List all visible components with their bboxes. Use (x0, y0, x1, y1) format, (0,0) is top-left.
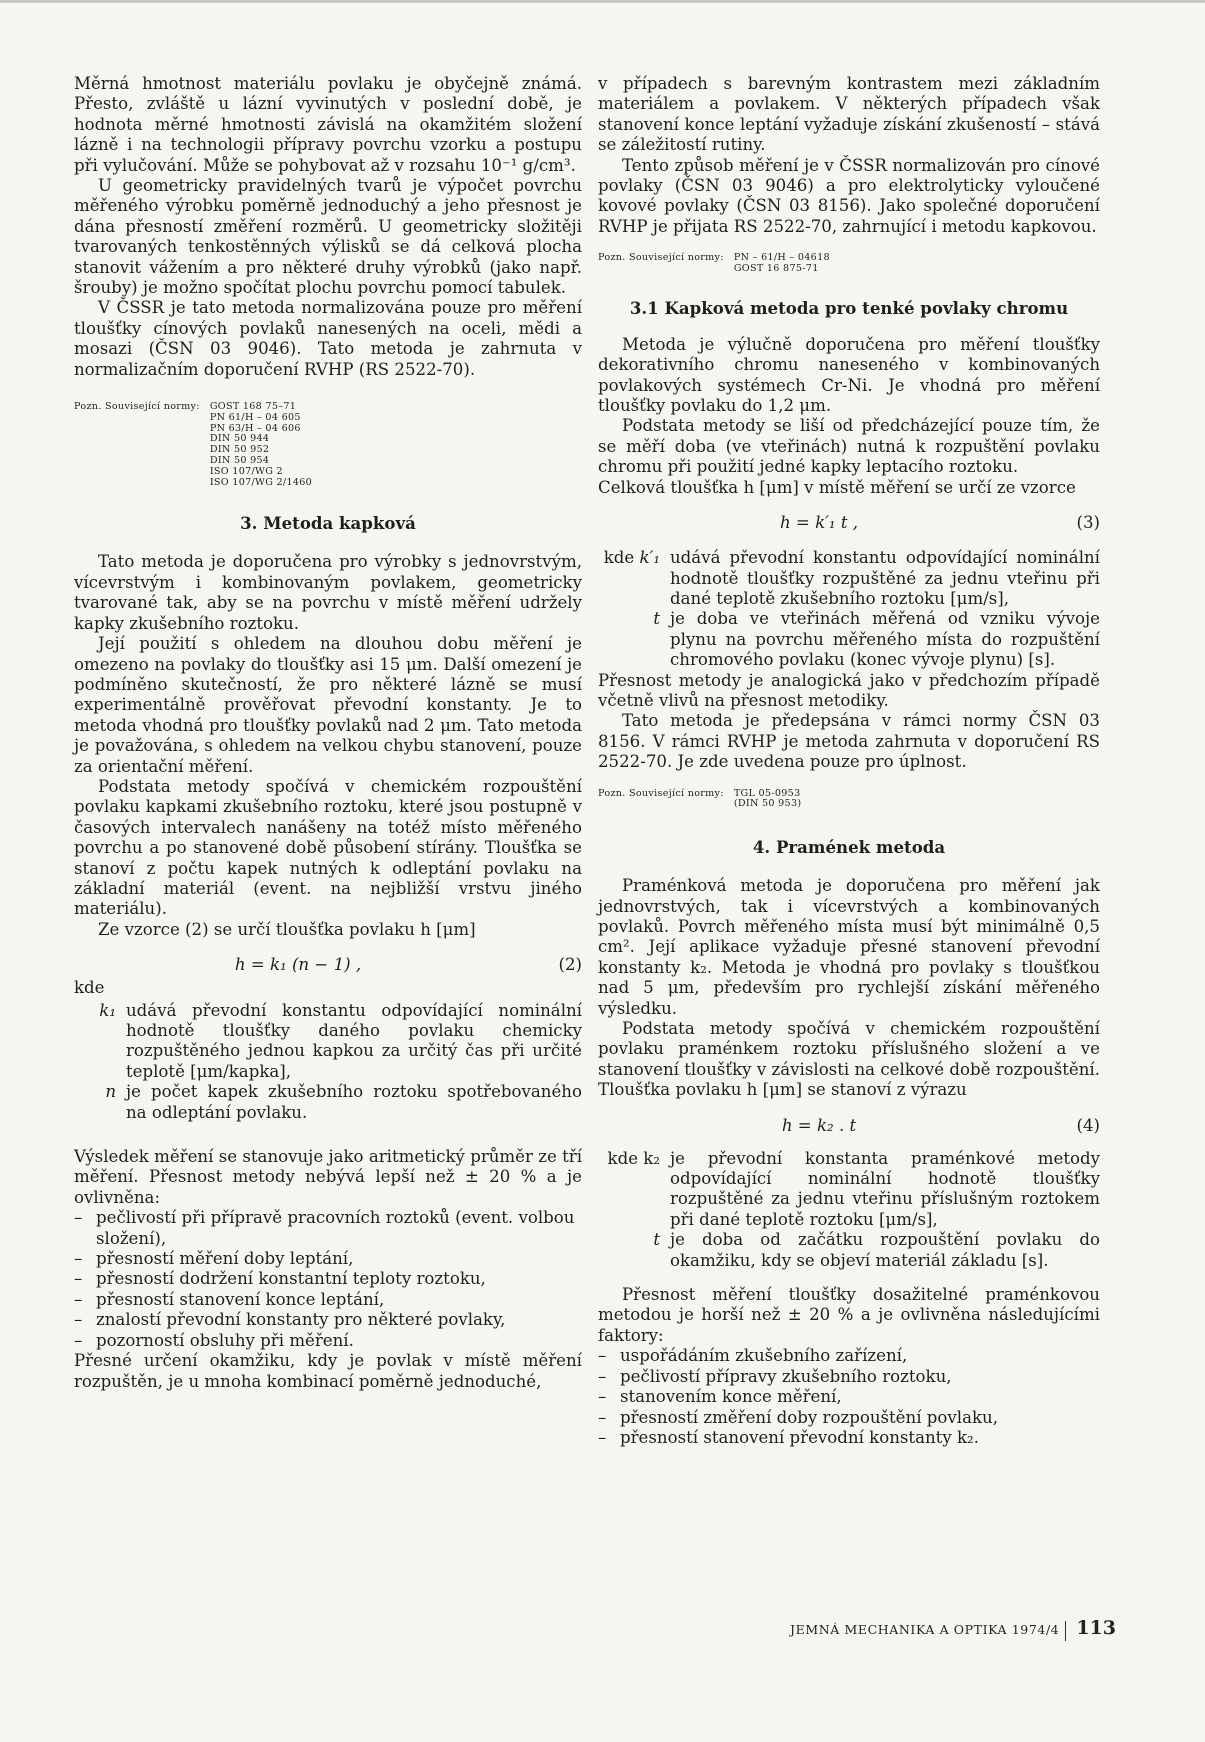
list-item: – pečlivostí při přípravě pracovních roztoků (event. volbou složení), (74, 1208, 575, 1248)
list-item: – pečlivostí přípravy zkušebního roztoku, (598, 1366, 952, 1386)
journal-name: JEMNÁ MECHANIKA A OPTIKA 1974/4 (789, 1622, 1060, 1637)
equation-formula: h = k′₁ t , (779, 513, 859, 533)
equation-formula: h = k₂ . t (781, 1115, 857, 1135)
paragraph: Metoda je výlučně doporučena pro měření tloušťky dekorativního chromu naneseného v kombinovaných povlakových systémech Cr-Ni. Je vhodná pro měření tloušťky povlaku do 1,2 μm. (598, 334, 1100, 416)
list-item: – znalostí převodní konstanty pro některé povlaky, (74, 1310, 506, 1330)
section-heading: 3. Metoda kapková (240, 513, 416, 534)
variable-definitions (598, 1149, 1100, 1271)
page-top-edge (0, 0, 1205, 3)
note-label: Pozn. Související normy: (74, 401, 200, 413)
paragraph: Tato metoda je doporučena pro výrobky s jednovrstvým, vícevrstvým i kombinovaným povlakem, geometricky tvarované tak, aby se na povrchu v místě měření udržely kapky zkušebního roztoku. (74, 552, 582, 633)
paragraph: Přesnost metody je analogická jako v předchozím případě včetně vlivů na přesnost metodiky. (598, 670, 1100, 710)
standard-item: PN – 61/H – 04618 (733, 252, 830, 264)
paragraph: Podstata metody se liší od předcházející pouze tím, že se měří doba (ve vteřinách) nutná k rozpuštění povlaku chromu při použití jedné kapky leptacího roztoku. (598, 416, 1100, 477)
paragraph: Přesné určení okamžiku, kdy je povlak v místě měření rozpuštěn, je u mnoha kombinací poměrně jednoduché, (74, 1351, 582, 1391)
definition-symbol: t (653, 609, 660, 629)
definition-k1-prime (598, 548, 1100, 609)
definition-t (598, 1230, 1100, 1271)
standard-item: GOST 16 875-71 (733, 263, 819, 275)
definition-symbol: k₁ (99, 1000, 116, 1020)
paragraph: Její použití s ohledem na dlouhou dobu měření je omezeno na povlaky do tloušťky asi 15 μm. Další omezení je podmíněno skutečností, že pro některé lázně se musí experimentálně prověřovat převodní konstanty. Je to metoda vhodná pro tloušťky povlaků nad 2 μm. Tato metoda je považována, s ohledem na velkou chybu stanovení, pouze za orientační měření. (74, 634, 582, 776)
equation-formula: h = k₁ (n − 1) , (234, 955, 362, 975)
paragraph: Výsledek měření se stanovuje jako aritmetický průměr ze tří měření. Přesnost metody nebývá lepší než ± 20 % a je ovlivněna: (74, 1147, 582, 1207)
right-column (598, 74, 1100, 1448)
related-standards-note (74, 402, 582, 488)
equation-number: (2) (558, 955, 582, 975)
standard-item: PN 63/H – 04 606 (209, 422, 301, 434)
list-item: – pozorností obsluhy při měření. (74, 1330, 354, 1350)
definition-text: je převodní konstanta praménkové metody odpovídající nominální hodnotě tloušťky rozpuštěné za jednu vteřinu příslušným roztokem při dané teplotě roztoku [μm/s], (670, 1148, 1100, 1229)
definition-k1 (74, 1001, 582, 1083)
list-item: – přesností stanovení konce leptání, (74, 1289, 385, 1309)
note-values (734, 253, 830, 275)
note-label: Pozn. Související normy: (598, 787, 724, 799)
standard-item: (DIN 50 953) (733, 798, 802, 810)
paragraph: V ČSSR je tato metoda normalizována pouze pro měření tloušťky cínových povlaků nanesených na oceli, mědi a mosazi (ČSN 03 9046). Tato metoda je zahrnuta v normalizačním doporučení RVHP (RS 2522-70). (74, 298, 582, 379)
equation-2 (74, 954, 582, 976)
left-column (74, 74, 582, 1392)
definition-text: udává převodní konstantu odpovídající nominální hodnotě tloušťky daného povlaku chemicky rozpuštěného jednou kapkou za určitý čas při určité teplotě [μm/kapka], (126, 1000, 582, 1081)
factor-list (74, 1208, 582, 1351)
standard-item: TGL 05-0953 (733, 787, 801, 799)
paragraph: v případech s barevným kontrastem mezi základním materiálem a povlakem. V některých případech však stanovení konce leptání vyžaduje získání zkušeností – stává se záležitostí rutiny. (598, 74, 1100, 155)
definition-symbol: t (653, 1230, 660, 1250)
section-heading: 4. Pramének metoda (752, 837, 946, 858)
paragraph: Podstata metody spočívá v chemickém rozpouštění povlaku kapkami zkušebního roztoku, které jsou postupně v časových intervalech nanášeny na totéž místo měřeného povrchu a po stanovené době působení stírány. Tloušťka se stanoví z počtu kapek nutných k odleptání povlaku na základní materiál (event. na nejbližší vrstvu jiného materiálu). (74, 776, 582, 919)
definition-symbol: n (105, 1082, 116, 1102)
related-standards-note (598, 789, 1100, 811)
definition-text: je doba od začátku rozpouštění povlaku do okamžiku, kdy se objeví materiál základu [s]. (670, 1230, 1100, 1270)
list-item: – přesností měření doby leptání, (74, 1249, 354, 1269)
paragraph: Měrná hmotnost materiálu povlaku je obyčejně známá. Přesto, zvláště u lázní vyvinutých v poslední době, je hodnota měrné hmotnosti závislá na okamžitém složení lázně i na technologii přípravy povrchu vzorku a postupu při vylučování. Může se pohybovat až v rozsahu 10⁻¹ g/cm³. (74, 74, 582, 175)
footer-divider (1065, 1621, 1066, 1641)
definition-text: udává převodní konstantu odpovídající nominální hodnotě tloušťky rozpuštěné za jednu vteřinu při dané teplotě zkušebního roztoku [μm/s], (670, 548, 1100, 608)
note-values (210, 402, 312, 488)
definition-n (74, 1082, 582, 1123)
definition-text: je doba ve vteřinách měřená od vzniku vývoje plynu na povrchu měřeného místa do rozpuštění chromového povlaku (konec vývoje plynu) [s]. (670, 609, 1100, 670)
paragraph: Přesnost měření tloušťky dosažitelné praménkovou metodou je horší než ± 20 % a je ovlivněna následujícími faktory: (598, 1285, 1100, 1345)
list-item: – přesností stanovení převodní konstanty k₂. (598, 1427, 979, 1447)
list-item: – přesností změření doby rozpouštění povlaku, (598, 1407, 998, 1427)
definition-text: je počet kapek zkušebního roztoku spotřebovaného na odleptání povlaku. (126, 1082, 582, 1122)
equation-3 (598, 512, 1100, 534)
definition-symbol: kde k′₁ (603, 548, 660, 568)
standard-item: DIN 50 954 (209, 455, 270, 467)
paragraph: Celková tloušťka h [μm] v místě měření se určí ze vzorce (598, 477, 1076, 497)
list-item: – stanovením konce měření, (598, 1387, 842, 1407)
note-values (734, 789, 802, 811)
equation-number: (3) (1076, 513, 1100, 533)
variable-definitions (74, 978, 582, 1123)
paragraph: Podstata metody spočívá v chemickém rozpouštění povlaku praménkem roztoku příslušného složení a ve stanovení tloušťky v závislosti na celkové době rozpouštění. Tloušťka povlaku h [μm] se stanoví z výrazu (598, 1019, 1100, 1100)
note-label: Pozn. Související normy: (598, 252, 724, 264)
list-item: – uspořádáním zkušebního zařízení, (598, 1346, 908, 1366)
standard-item: GOST 168 75–71 (209, 401, 297, 413)
page-footer (700, 1617, 1116, 1641)
variable-definitions (598, 548, 1100, 670)
standard-item: DIN 50 944 (209, 433, 270, 445)
standard-item: PN 61/H – 04 605 (209, 411, 301, 423)
standard-item: ISO 107/WG 2 (209, 465, 283, 477)
definition-k2 (598, 1149, 1100, 1231)
paragraph: Ze vzorce (2) se určí tloušťka povlaku h [μm] (98, 919, 476, 939)
equation-4 (598, 1115, 1100, 1137)
paragraph: Praménková metoda je doporučena pro měření jak jednovrstvých, tak i vícevrstvých a kombinovaných povlaků. Povrch měřeného místa musí být minimálně 0,5 cm². Její aplikace vyžaduje přesné stanovení převodní konstanty k₂. Metoda je vhodná pro povlaky s tloušťkou nad 5 μm, především pro rychlejší získání měřeného výsledku. (598, 876, 1100, 1018)
standard-item: DIN 50 952 (209, 444, 270, 456)
paragraph: Tato metoda je předepsána v rámci normy ČSN 03 8156. V rámci RVHP je metoda zahrnuta v doporučení RS 2522-70. Je zde uvedena pouze pro úplnost. (598, 711, 1100, 772)
kde-label: kde (74, 978, 105, 998)
paragraph: Tento způsob měření je v ČSSR normalizován pro cínové povlaky (ČSN 03 9046) a pro elektrolyticky vyloučené kovové povlaky (ČSN 03 8156). Jako společné doporučení RVHP je přijata RS 2522-70, zahrnující i metodu kapkovou. (598, 155, 1100, 236)
factor-list (598, 1346, 1100, 1448)
page-number: 113 (1076, 1617, 1116, 1639)
paragraph: U geometricky pravidelných tvarů je výpočet povrchu měřeného výrobku poměrně jednoduchý a jeho přesnost je dána přesností změření rozměrů. U geometricky složitěji tvarovaných tenkostěnných výlisků se dá celková plocha stanovit vážením a pro některé druhy výrobků (jako např. šrouby) je možno spočítat plochu povrchu pomocí tabulek. (74, 176, 582, 298)
section-heading: 3.1 Kapková metoda pro tenké povlaky chromu (629, 297, 1069, 318)
standard-item: ISO 107/WG 2/1460 (209, 476, 313, 488)
list-item: – přesností dodržení konstantní teploty roztoku, (74, 1269, 486, 1289)
definition-symbol: kde k₂ (607, 1148, 660, 1168)
related-standards-note (598, 253, 1100, 275)
equation-number: (4) (1076, 1115, 1100, 1135)
definition-t (598, 609, 1100, 670)
